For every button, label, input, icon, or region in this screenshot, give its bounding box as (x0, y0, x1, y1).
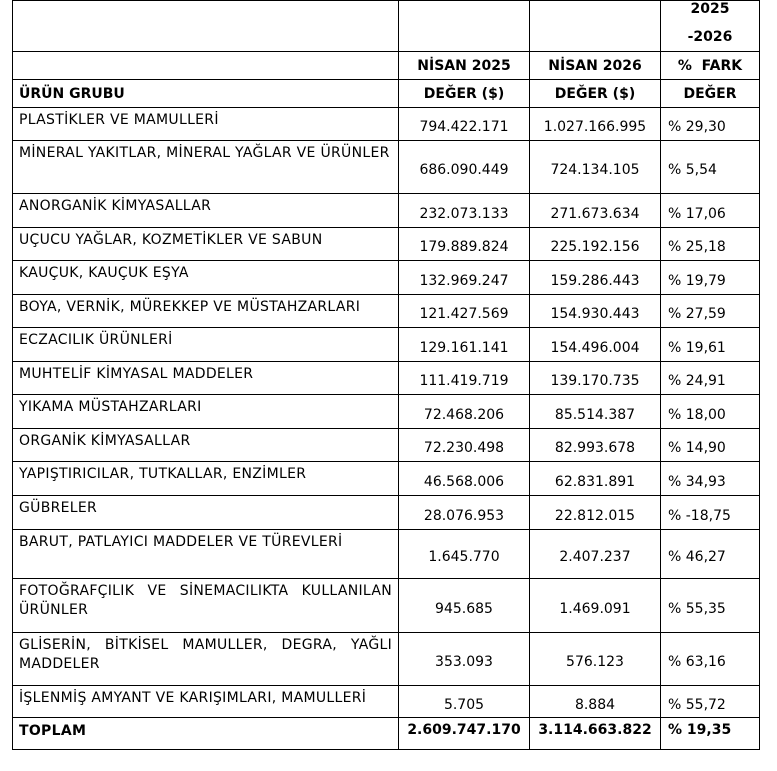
value-2026: 22.812.015 (530, 496, 661, 530)
col3-period-header: NİSAN 2026 (530, 52, 661, 80)
col4-title-header: % FARK (661, 52, 760, 80)
product-group-name: ANORGANİK KİMYASALLAR (13, 194, 399, 228)
product-group-name: MUHTELİF KİMYASAL MADDELER (13, 362, 399, 395)
header-empty-cell-2 (399, 1, 530, 52)
diff-percent: % 25,18 (661, 228, 760, 261)
value-2025: 232.073.133 (399, 194, 530, 228)
product-group-name: ECZACILIK ÜRÜNLERİ (13, 328, 399, 362)
col2-period-header: NİSAN 2025 (399, 52, 530, 80)
value-2026: 85.514.387 (530, 395, 661, 429)
diff-years-header (661, 1, 760, 52)
table-row (13, 328, 760, 362)
table-row (13, 579, 760, 633)
table-row (13, 429, 760, 462)
value-2025: 46.568.006 (399, 462, 530, 496)
diff-percent: % 55,35 (661, 579, 760, 633)
total-diff: % 19,35 (661, 718, 760, 750)
value-2026: 159.286.443 (530, 261, 661, 295)
value-2026: 271.673.634 (530, 194, 661, 228)
value-2025: 132.969.247 (399, 261, 530, 295)
value-2025: 121.427.569 (399, 295, 530, 328)
diff-percent: % 5,54 (661, 141, 760, 194)
table-row (13, 108, 760, 141)
value-2025: 72.230.498 (399, 429, 530, 462)
product-group-name: UÇUCU YAĞLAR, KOZMETİKLER VE SABUN (13, 228, 399, 261)
table-row (13, 462, 760, 496)
diff-years-line1: 2025 (690, 1, 730, 17)
product-group-name: PLASTİKLER VE MAMULLERİ (13, 108, 399, 141)
total-row (13, 718, 760, 750)
header-empty-cell-3 (530, 1, 661, 52)
value-2025: 28.076.953 (399, 496, 530, 530)
diff-percent: % 46,27 (661, 530, 760, 579)
value-2025: 111.419.719 (399, 362, 530, 395)
table-row (13, 362, 760, 395)
product-group-name: YAPIŞTIRICILAR, TUTKALLAR, ENZİMLER (13, 462, 399, 496)
value-2026: 62.831.891 (530, 462, 661, 496)
product-group-name: FOTOĞRAFÇILIK VE SİNEMACILIKTA KULLANILAN ÜRÜNLER (13, 579, 399, 633)
col2-unit-header: DEĞER ($) (399, 80, 530, 108)
diff-percent: % 27,59 (661, 295, 760, 328)
product-group-name: İŞLENMİŞ AMYANT VE KARIŞIMLARI, MAMULLERİ (13, 686, 399, 718)
value-2025: 945.685 (399, 579, 530, 633)
value-2026: 154.930.443 (530, 295, 661, 328)
product-group-name: GLİSERİN, BİTKİSEL MAMULLER, DEGRA, YAĞLI MADDELER (13, 633, 399, 686)
value-2025: 353.093 (399, 633, 530, 686)
diff-percent: % 24,91 (661, 362, 760, 395)
table-row (13, 496, 760, 530)
product-group-name: GÜBRELER (13, 496, 399, 530)
table-row (13, 686, 760, 718)
diff-percent: % 29,30 (661, 108, 760, 141)
total-label: TOPLAM (13, 718, 399, 750)
diff-percent: % 55,72 (661, 686, 760, 718)
diff-percent: % 19,61 (661, 328, 760, 362)
header-row-years (13, 1, 760, 52)
table-row (13, 194, 760, 228)
diff-percent: % 19,79 (661, 261, 760, 295)
table-row (13, 141, 760, 194)
value-2025: 5.705 (399, 686, 530, 718)
value-2026: 1.469.091 (530, 579, 661, 633)
value-2026: 8.884 (530, 686, 661, 718)
diff-percent: % 14,90 (661, 429, 760, 462)
value-2025: 179.889.824 (399, 228, 530, 261)
product-group-name: YIKAMA MÜSTAHZARLARI (13, 395, 399, 429)
value-2026: 2.407.237 (530, 530, 661, 579)
header-row-periods (13, 52, 760, 80)
diff-percent: % 17,06 (661, 194, 760, 228)
table-row (13, 633, 760, 686)
diff-percent: % 34,93 (661, 462, 760, 496)
total-2025: 2.609.747.170 (399, 718, 530, 750)
value-2026: 225.192.156 (530, 228, 661, 261)
table-row (13, 295, 760, 328)
value-2025: 794.422.171 (399, 108, 530, 141)
diff-percent: % -18,75 (661, 496, 760, 530)
value-2026: 1.027.166.995 (530, 108, 661, 141)
product-group-name: BOYA, VERNİK, MÜREKKEP VE MÜSTAHZARLARI (13, 295, 399, 328)
table-row (13, 228, 760, 261)
value-2026: 576.123 (530, 633, 661, 686)
diff-percent: % 18,00 (661, 395, 760, 429)
col4-unit-header: DEĞER (661, 80, 760, 108)
diff-percent: % 63,16 (661, 633, 760, 686)
header-row-units (13, 80, 760, 108)
table-row (13, 261, 760, 295)
table-row (13, 395, 760, 429)
header-empty-cell-4 (13, 52, 399, 80)
product-group-name: MİNERAL YAKITLAR, MİNERAL YAĞLAR VE ÜRÜNLER (13, 141, 399, 194)
value-2026: 724.134.105 (530, 141, 661, 194)
table-row (13, 530, 760, 579)
export-table (12, 0, 760, 750)
col1-title-header: ÜRÜN GRUBU (13, 80, 399, 108)
product-group-name: BARUT, PATLAYICI MADDELER VE TÜREVLERİ (13, 530, 399, 579)
value-2026: 82.993.678 (530, 429, 661, 462)
value-2025: 1.645.770 (399, 530, 530, 579)
value-2026: 154.496.004 (530, 328, 661, 362)
product-group-name: ORGANİK KİMYASALLAR (13, 429, 399, 462)
product-group-name: KAUÇUK, KAUÇUK EŞYA (13, 261, 399, 295)
value-2025: 129.161.141 (399, 328, 530, 362)
diff-years-line2: -2026 (687, 29, 733, 45)
header-empty-cell-1 (13, 1, 399, 52)
col3-unit-header: DEĞER ($) (530, 80, 661, 108)
total-2026: 3.114.663.822 (530, 718, 661, 750)
value-2025: 686.090.449 (399, 141, 530, 194)
value-2025: 72.468.206 (399, 395, 530, 429)
value-2026: 139.170.735 (530, 362, 661, 395)
